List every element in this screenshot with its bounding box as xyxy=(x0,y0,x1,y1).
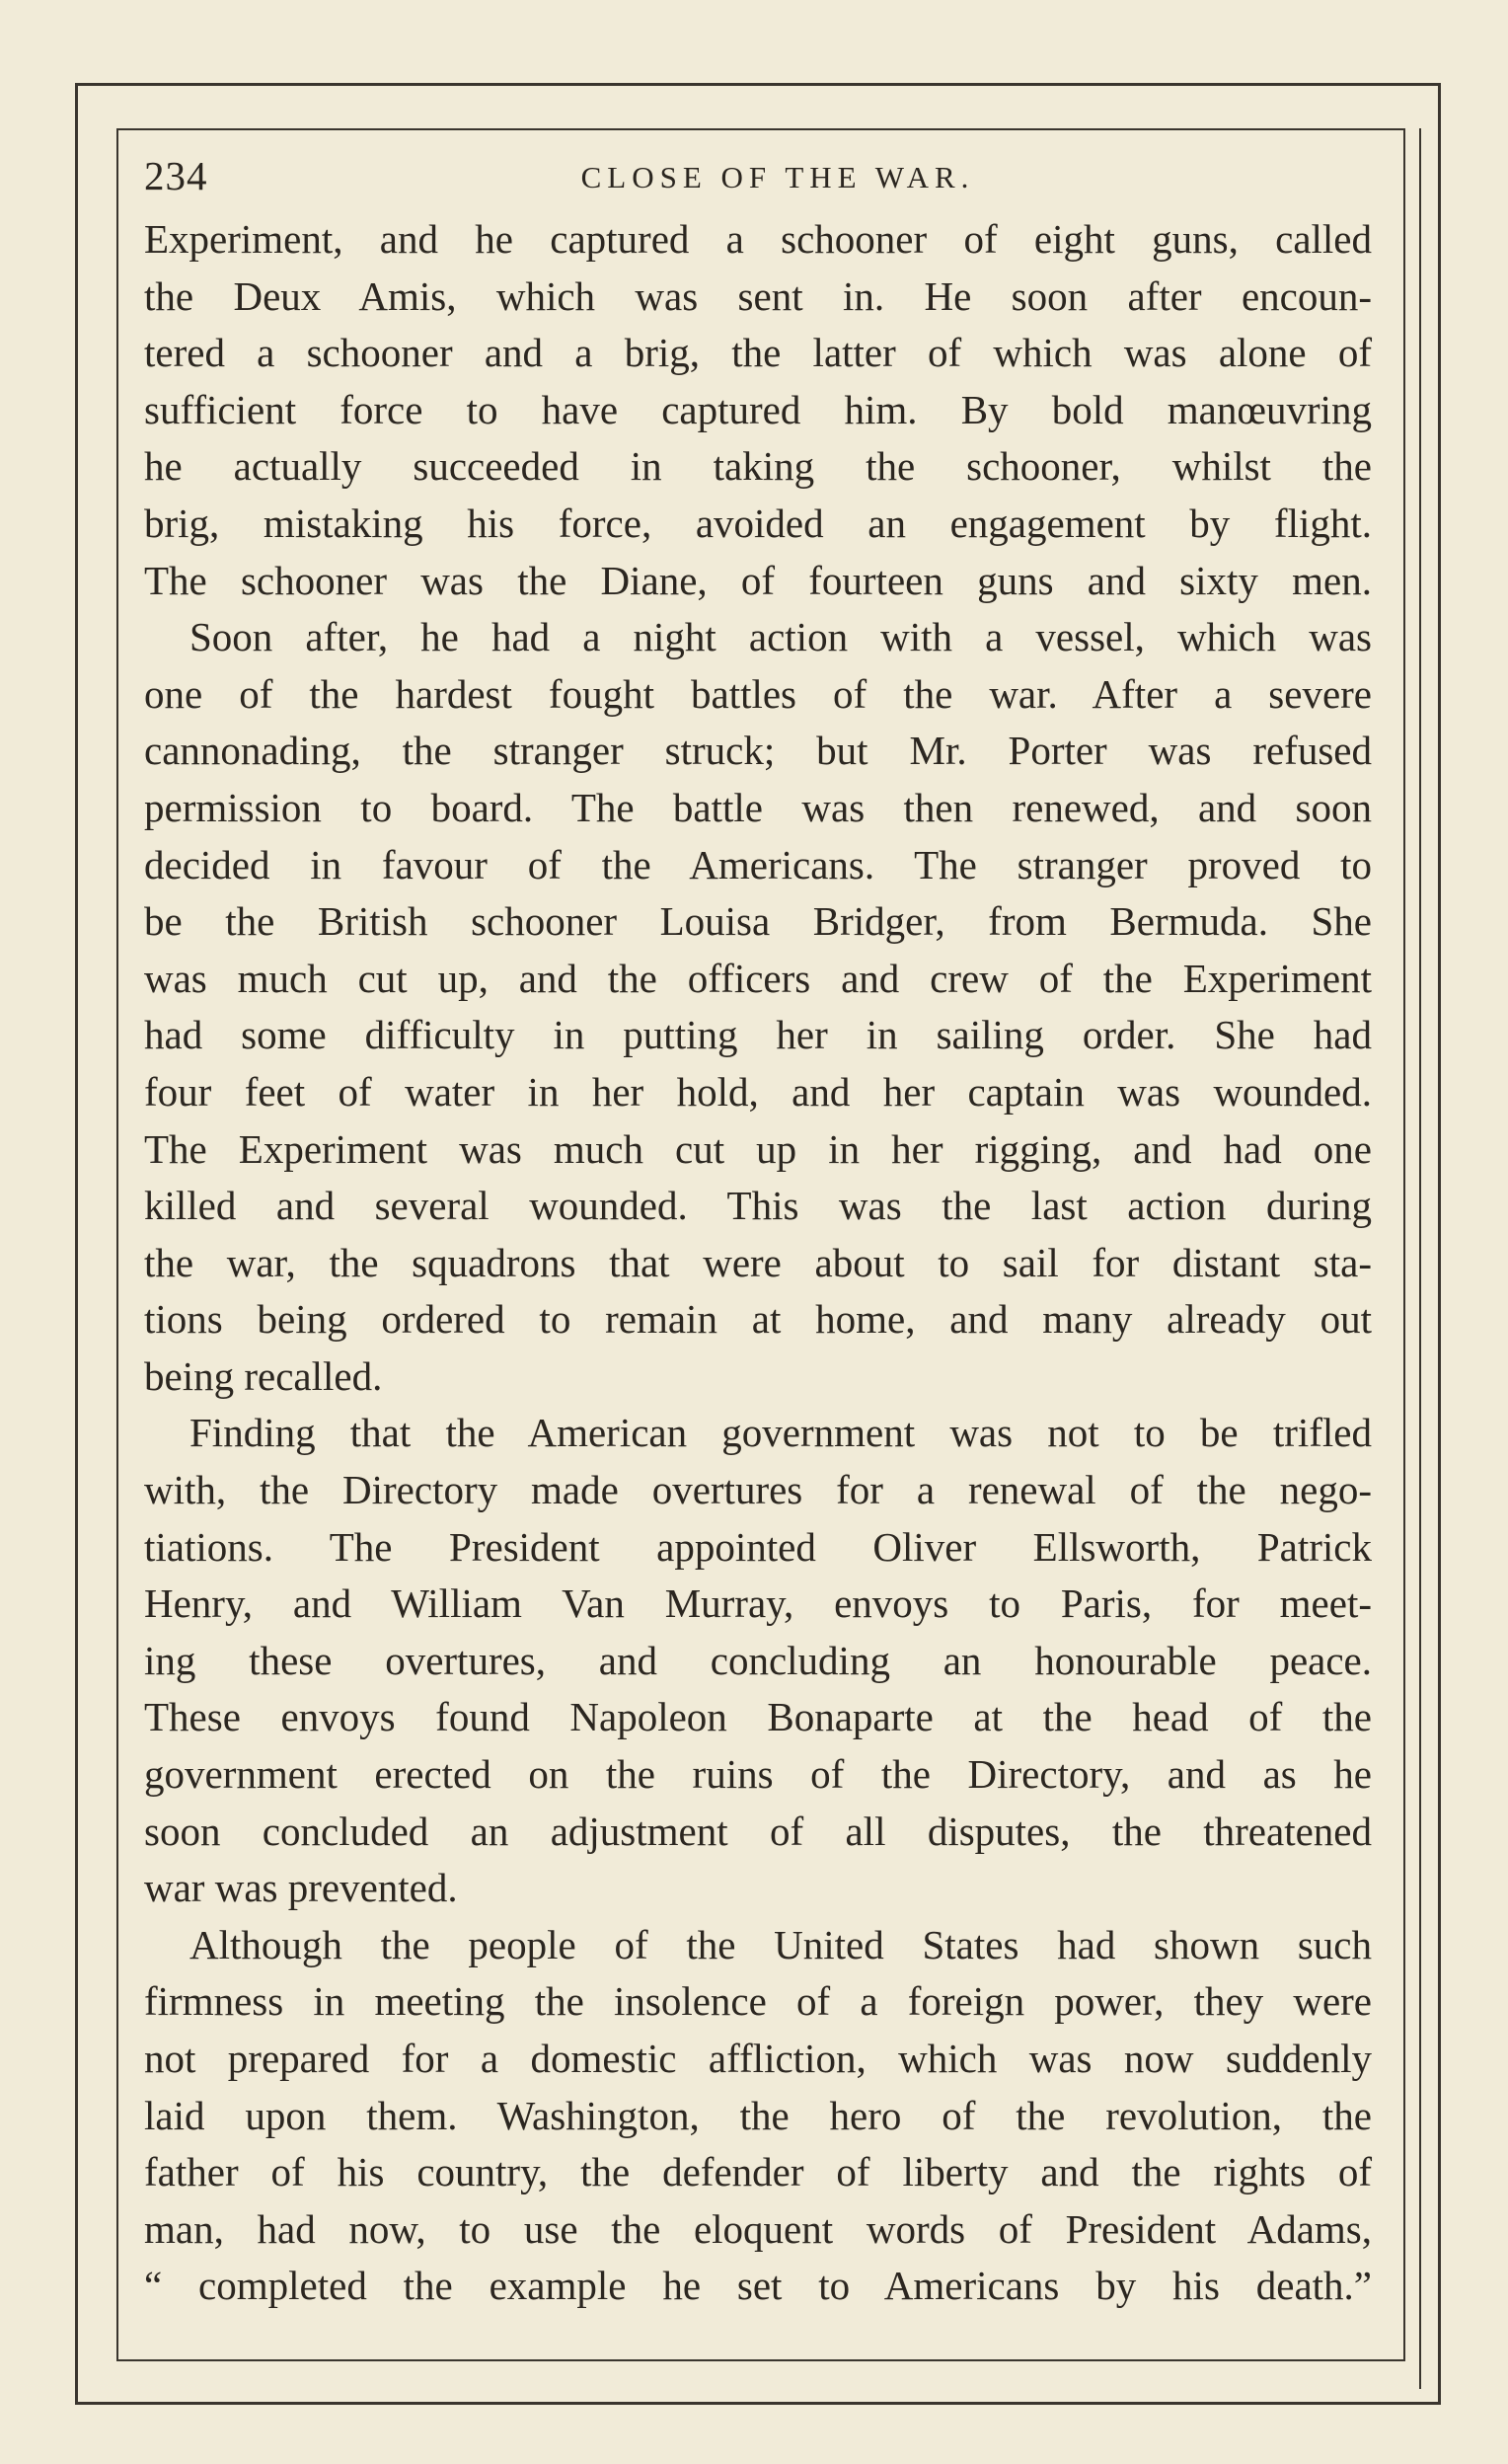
text-line: brig, mistaking his force, avoided an engagement by flight. xyxy=(144,500,1372,546)
right-margin-rule xyxy=(1419,128,1421,2389)
running-head xyxy=(144,148,1372,207)
text-line: These envoys found Napoleon Bonaparte at the head of the xyxy=(144,1694,1372,1740)
text-line: father of his country, the defender of liberty and the rights of xyxy=(144,2149,1372,2195)
text-line: Soon after, he had a night action with a vessel, which was xyxy=(189,614,1372,660)
text-line: the Deux Amis, which was sent in. He soon after encoun- xyxy=(144,272,1372,319)
text-line: sufficient force to have captured him. By bold manœuvring xyxy=(144,386,1372,432)
text-line: “ completed the example he set to Americans by his death.” xyxy=(144,2263,1372,2309)
text-line: he actually succeeded in taking the schooner, whilst the xyxy=(144,443,1372,490)
text-line: Experiment, and he captured a schooner of eight guns, called xyxy=(144,216,1372,262)
text-line: Henry, and William Van Murray, envoys to Paris, for meet- xyxy=(144,1580,1372,1627)
text-line: ing these overtures, and concluding an honourable peace. xyxy=(144,1637,1372,1683)
text-line: was much cut up, and the officers and crew of the Experiment xyxy=(144,955,1372,1001)
chapter-title: CLOSE OF THE WAR. xyxy=(580,160,975,194)
paragraph-3 xyxy=(144,1405,1372,1916)
text-line: decided in favour of the Americans. The stranger proved to xyxy=(144,841,1372,887)
text-line: killed and several wounded. This was the last action during xyxy=(144,1183,1372,1229)
text-line: war was prevented. xyxy=(144,1865,458,1911)
text-line: laid upon them. Washington, the hero of the revolution, the xyxy=(144,2092,1372,2138)
text-line: Finding that the American government was not to be trifled xyxy=(189,1410,1372,1456)
text-line: had some difficulty in putting her in sailing order. She had xyxy=(144,1012,1372,1058)
text-line: tiations. The President appointed Oliver Ellsworth, Patrick xyxy=(144,1523,1372,1570)
text-line: being recalled. xyxy=(144,1352,383,1399)
text-line: not prepared for a domestic affliction, which was now suddenly xyxy=(144,2036,1372,2081)
text-line: the war, the squadrons that were about to sail for distant sta- xyxy=(144,1239,1372,1285)
text-line: cannonading, the stranger struck; but Mr. Porter was refused xyxy=(144,728,1372,774)
text-line: The Experiment was much cut up in her rigging, and had one xyxy=(144,1125,1372,1172)
text-line: be the British schooner Louisa Bridger, from Bermuda. She xyxy=(144,898,1372,945)
text-line: one of the hardest fought battles of the war. After a severe xyxy=(144,670,1372,717)
text-line: tered a schooner and a brig, the latter of which was alone of xyxy=(144,330,1372,376)
text-line: soon concluded an adjustment of all disputes, the threatened xyxy=(144,1808,1372,1854)
text-line: tions being ordered to remain at home, and many already out xyxy=(144,1296,1372,1343)
page-body xyxy=(144,148,1372,2315)
paragraph-1 xyxy=(144,211,1372,609)
text-line: permission to board. The battle was then renewed, and soon xyxy=(144,784,1372,830)
paragraph-4 xyxy=(144,1917,1372,2315)
paragraph-2 xyxy=(144,609,1372,1405)
text-line: The schooner was the Diane, of fourteen guns and sixty men. xyxy=(144,557,1372,603)
text-line: four feet of water in her hold, and her captain was wounded. xyxy=(144,1068,1372,1115)
text-line: with, the Directory made overtures for a renewal of the nego- xyxy=(144,1467,1372,1513)
text-line: government erected on the ruins of the Directory, and as he xyxy=(144,1751,1372,1798)
page-number: 234 xyxy=(144,153,208,198)
text-line: man, had now, to use the eloquent words of President Adams, xyxy=(144,2205,1372,2252)
text-line: Although the people of the United States had shown such xyxy=(189,1921,1372,1967)
text-line: firmness in meeting the insolence of a foreign power, they were xyxy=(144,1978,1372,2025)
